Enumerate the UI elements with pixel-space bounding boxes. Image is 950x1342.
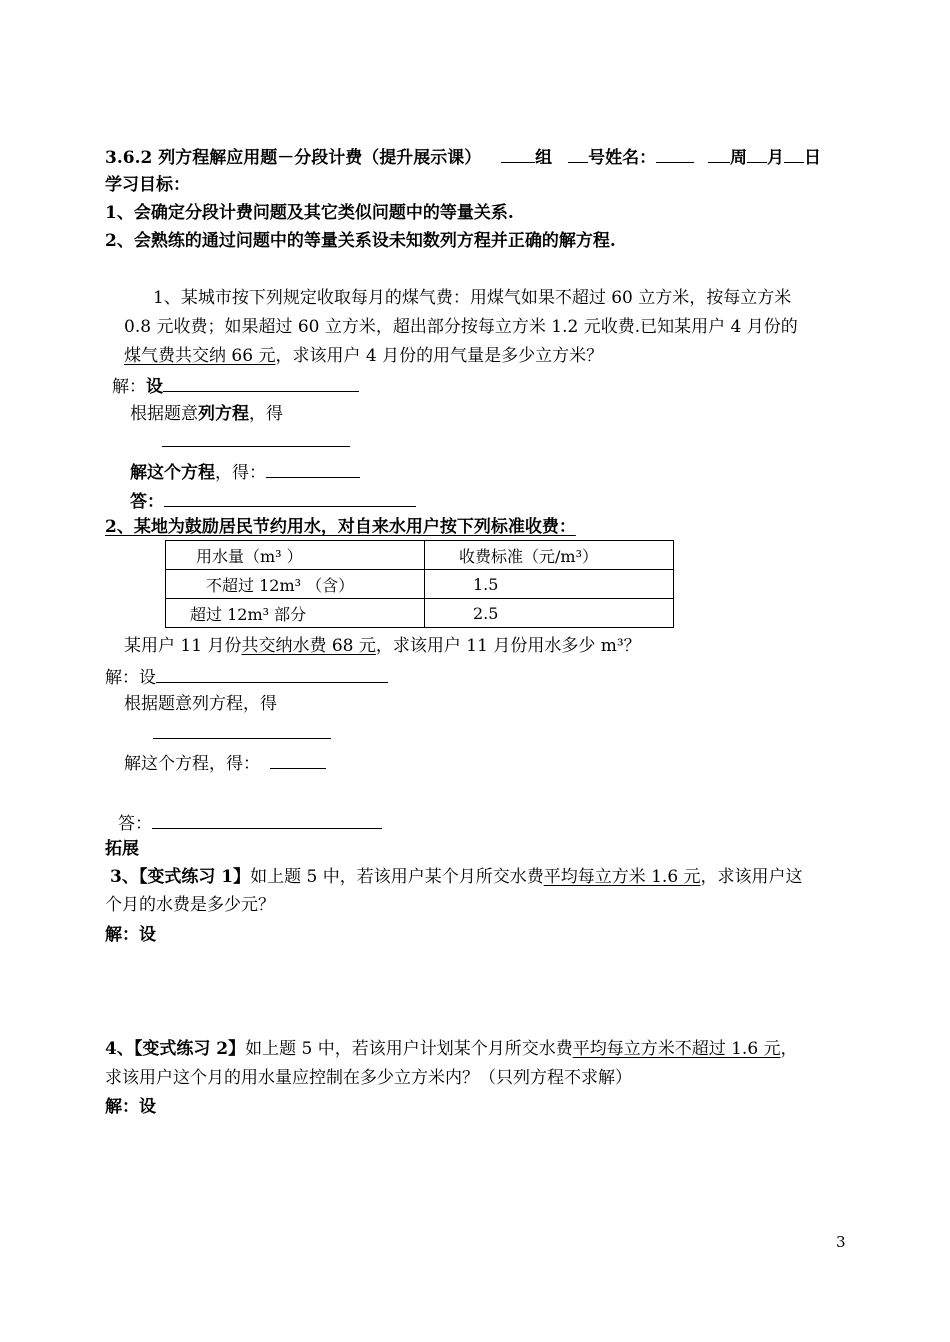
- q2-answer-label: 答：: [118, 814, 152, 834]
- q1-let-blank[interactable]: [163, 373, 359, 392]
- name-blank[interactable]: [656, 144, 694, 163]
- q4-line-1: [105, 1037, 798, 1061]
- worksheet-title: 3.6.2 列方程解应用题－分段计费（提升展示课）: [105, 148, 482, 168]
- q2-answer-blank[interactable]: [152, 810, 382, 829]
- month-label: 月: [767, 148, 785, 168]
- objective-item-1: 1、会确定分段计费问题及其它类似问题中的等量关系.: [105, 203, 514, 223]
- q1-solve-eq-suffix: ，得：: [215, 463, 266, 483]
- table-header-row: [166, 541, 674, 570]
- table-cell-usage: 超过 12m³ 部分: [166, 599, 425, 628]
- q2-solve-eq: 解这个方程，得：: [124, 754, 260, 774]
- q2-let-blank[interactable]: [156, 664, 388, 683]
- table-header-rate: 收费标准（元/m³）: [425, 541, 674, 570]
- q2-intro: 2、某地为鼓励居民节约用水，对自来水用户按下列标准收费：: [105, 517, 576, 537]
- objectives-heading: 学习目标：: [105, 175, 190, 195]
- q4-post: ，: [780, 1039, 798, 1059]
- q3-line-2: 个月的水费是多少元？: [105, 895, 275, 915]
- q1-key-info: 煤气费共交纳 66 元: [124, 346, 276, 366]
- q3-solve-let: 解：设: [105, 925, 156, 945]
- q1-line-2: 0.8 元收费；如果超过 60 立方米，超出部分按每立方米 1.2 元收费.已知某用户 4 月份的: [124, 317, 798, 337]
- number-blank[interactable]: [568, 144, 588, 163]
- q2-result-blank[interactable]: [270, 750, 326, 769]
- group-label: 组: [535, 148, 553, 168]
- q1-answer-label: 答：: [130, 492, 164, 512]
- number-name-label: 号姓名：: [588, 148, 657, 168]
- q4-pre: 如上题 5 中，若该用户计划某个月所交水费: [245, 1039, 573, 1059]
- worksheet-header: [105, 144, 821, 170]
- q1-line-1: 1、某城市按下列规定收取每月的煤气费：用煤气如果不超过 60 立方米，按每立方米: [153, 288, 792, 308]
- q3-label: 3、【变式练习 1】: [110, 867, 251, 887]
- q1-answer-blank[interactable]: [164, 488, 416, 507]
- q1-answer-row: [130, 488, 416, 514]
- objective-item-2: 2、会熟练的通过问题中的等量关系设未知数列方程并正确的解方程.: [105, 231, 616, 251]
- day-label: 日: [804, 148, 822, 168]
- q1-solve-let-row: [112, 373, 359, 399]
- day-blank[interactable]: [784, 144, 804, 163]
- month-blank[interactable]: [747, 144, 767, 163]
- q1-solve-let: 设: [146, 377, 163, 397]
- q4-label: 4、【变式练习 2】: [105, 1039, 246, 1059]
- q2-answer-row: [118, 810, 382, 836]
- q1-solve-prefix: 解：: [112, 377, 146, 397]
- q1-result-blank[interactable]: [266, 459, 360, 478]
- q2-question: [124, 634, 641, 658]
- table-row: [166, 570, 674, 599]
- extension-heading: 拓展: [105, 839, 139, 859]
- q1-equation-row: [130, 402, 283, 426]
- page-number: 3: [836, 1233, 846, 1251]
- q4-solve-let: 解：设: [105, 1097, 156, 1117]
- q1-solve-eq-row: [130, 459, 360, 485]
- group-blank[interactable]: [501, 144, 535, 163]
- table-row: [166, 599, 674, 628]
- q2-equation-label: 根据题意列方程，得: [124, 694, 277, 714]
- q3-key-info: 平均每立方米 1.6 元: [543, 867, 701, 887]
- q3-pre: 如上题 5 中，若该用户某个月所交水费: [250, 867, 544, 887]
- q1-solve-eq: 解这个方程: [130, 463, 215, 483]
- q3-post: ，求该用户这: [700, 867, 803, 887]
- q1-line-3-rest: ，求该用户 4 月份的用气量是多少立方米？: [275, 346, 604, 366]
- q3-line-1: [110, 865, 803, 889]
- q4-line-2: 求该用户这个月的用水量应控制在多少立方米内？（只列方程不求解）: [105, 1068, 632, 1088]
- q1-equation-blank[interactable]: [162, 446, 350, 447]
- q2-solve-eq-row: [124, 750, 326, 776]
- q2-question-pre: 某用户 11 月份: [124, 636, 242, 656]
- q1-equation-bold: 列方程: [198, 404, 249, 424]
- q2-solve-let: 解：设: [105, 668, 156, 688]
- q2-key-info: 共交纳水费 68 元: [241, 636, 376, 656]
- q4-key-info: 平均每立方米不超过 1.6 元: [572, 1039, 781, 1059]
- table-cell-usage: 不超过 12m³ （含）: [166, 570, 425, 599]
- q1-equation-suffix: ，得: [249, 404, 283, 424]
- week-blank[interactable]: [708, 144, 730, 163]
- q2-solve-let-row: [105, 664, 388, 690]
- table-cell-rate: 2.5: [425, 599, 674, 628]
- table-cell-rate: 1.5: [425, 570, 674, 599]
- q1-equation-prefix: 根据题意: [130, 404, 198, 424]
- table-header-usage: 用水量（m³ ）: [166, 541, 425, 570]
- water-fee-table: [165, 540, 674, 628]
- week-label: 周: [730, 148, 748, 168]
- q1-line-3: [124, 344, 603, 368]
- q2-equation-blank[interactable]: [153, 738, 331, 739]
- q2-question-post: ，求该用户 11 月份用水多少 m³？: [375, 636, 641, 656]
